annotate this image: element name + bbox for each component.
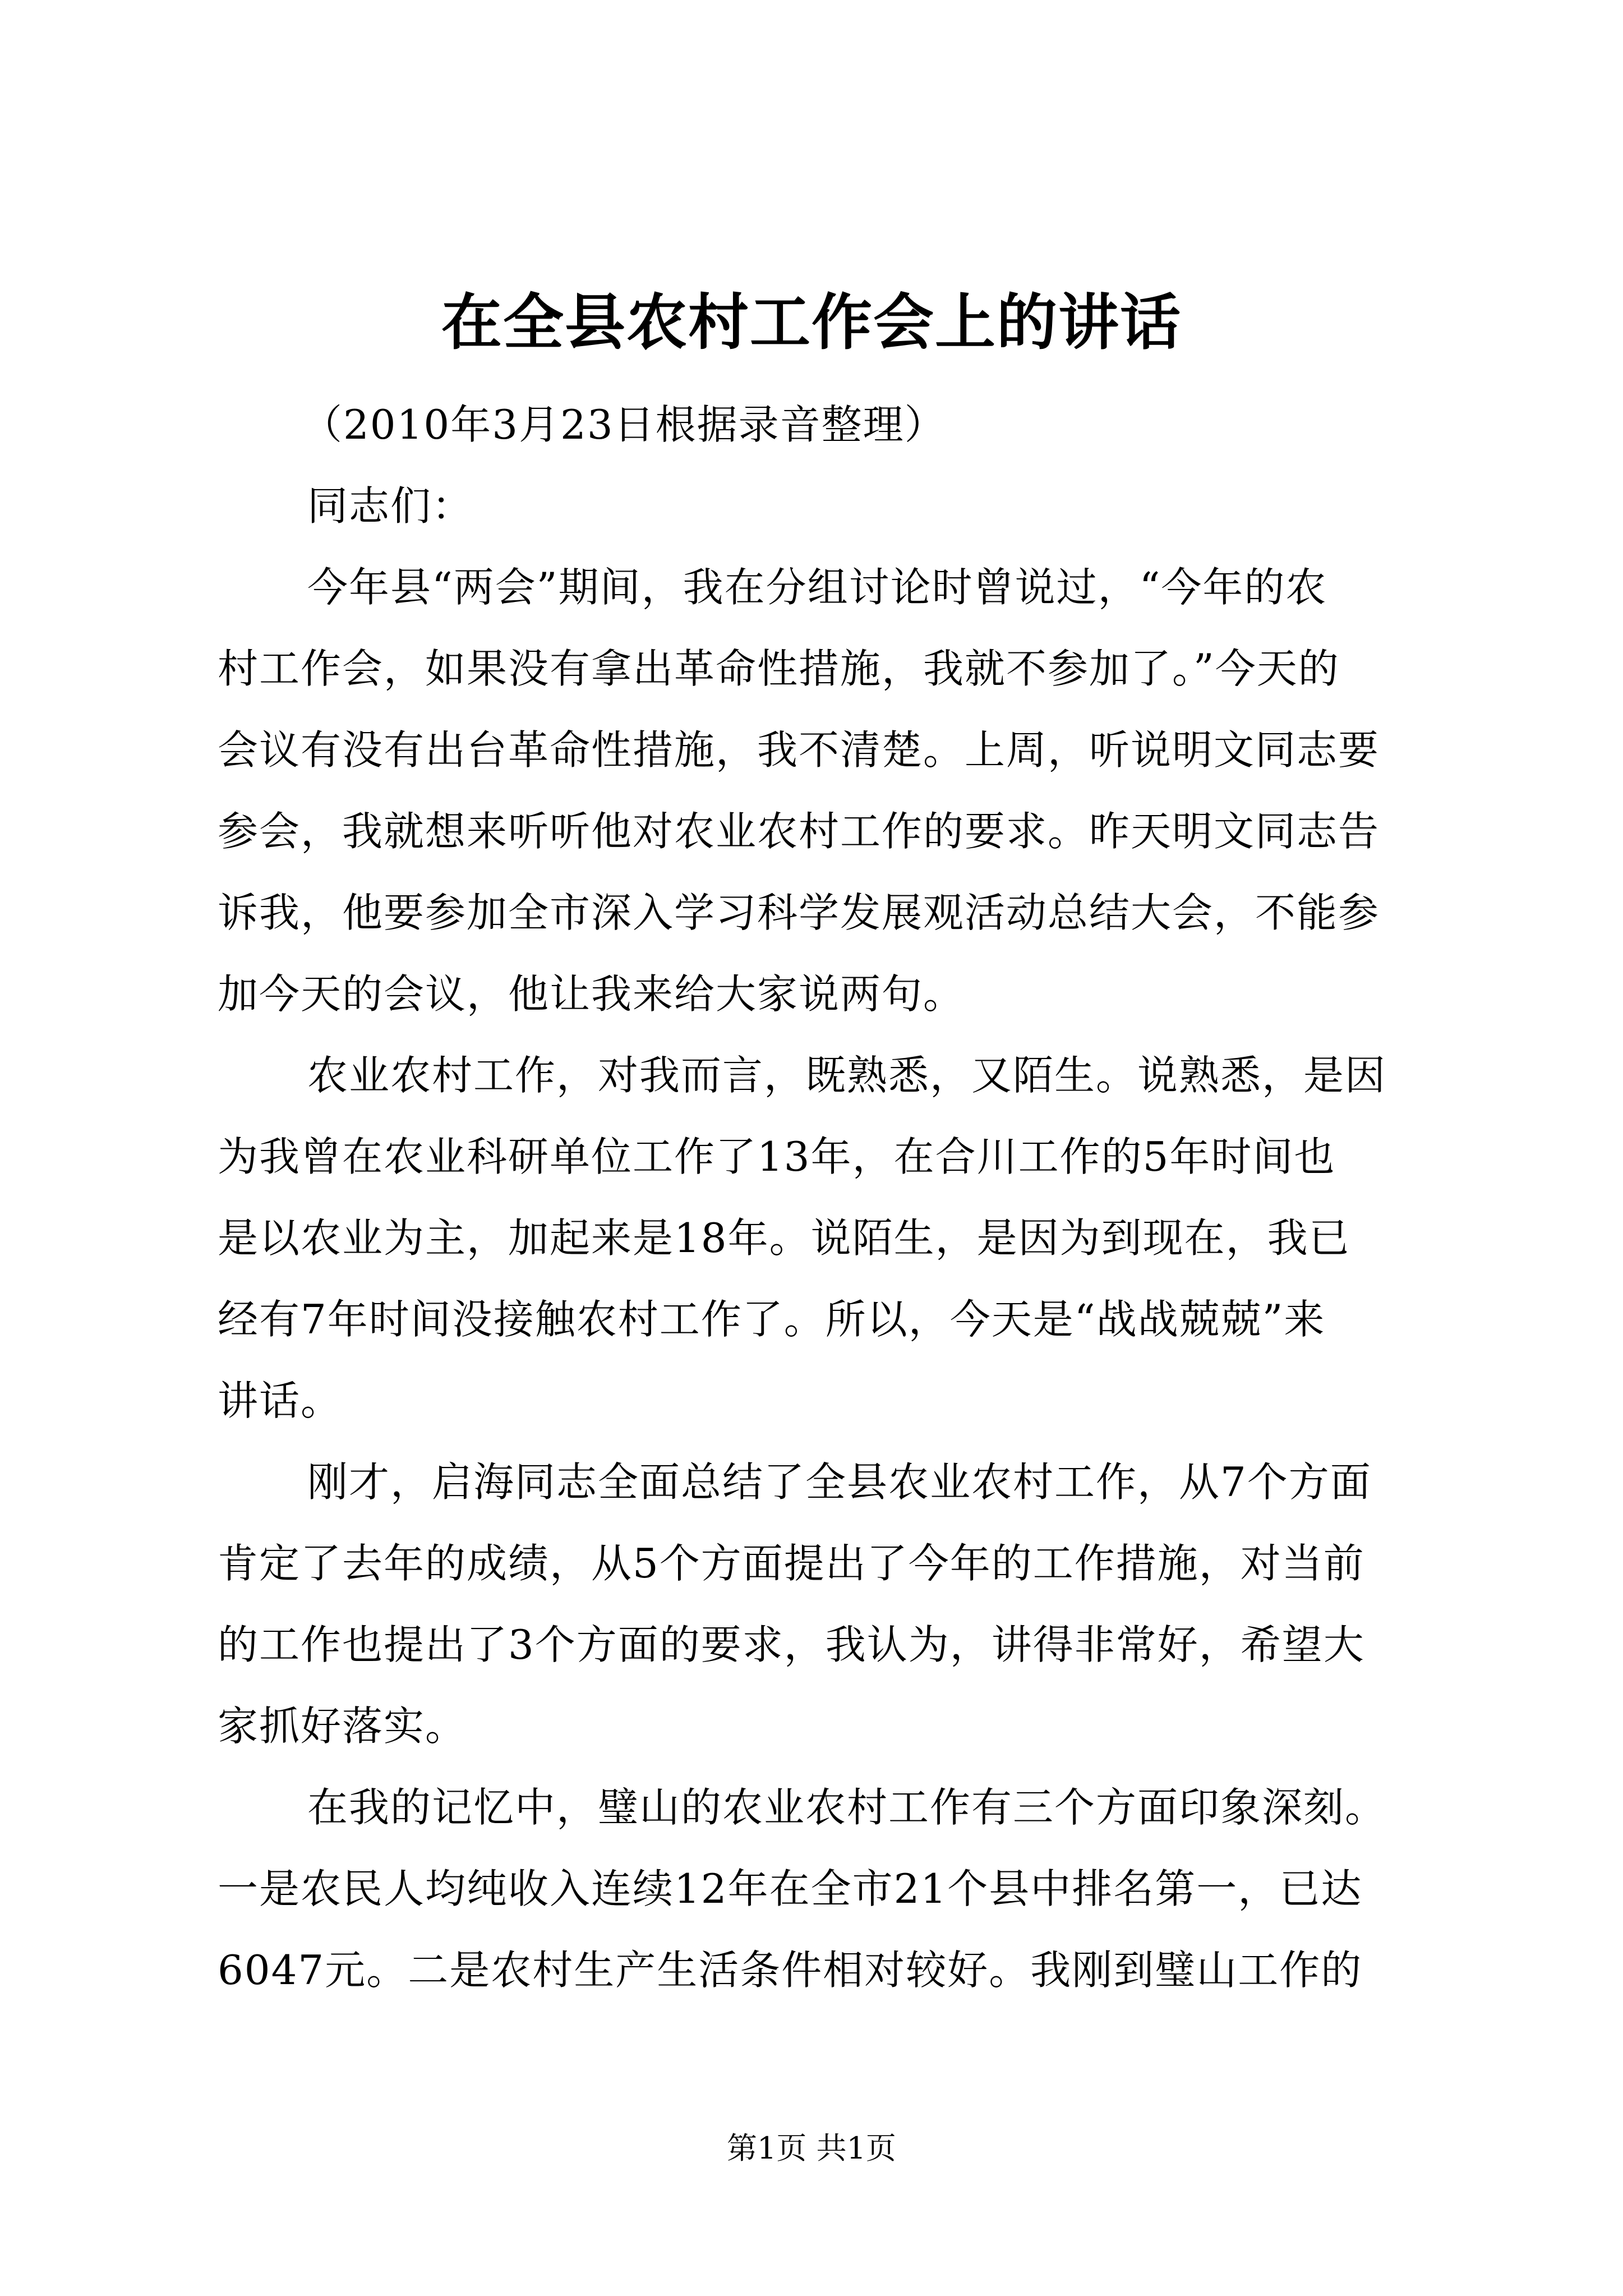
text-line: 参会，我就想来听听他对农业农村工作的要求。昨天明文同志告 [218, 808, 1380, 855]
document-body [218, 384, 1440, 2011]
text-line: 加今天的会议，他让我来给大家说两句。 [218, 970, 965, 1018]
text-line: 为我曾在农业科研单位工作了13年，在合川工作的5年时间也 [218, 1133, 1336, 1180]
text-line: 一是农民人均纯收入连续12年在全市21个县中排名第一，已达 [218, 1865, 1363, 1912]
text-line: 的工作也提出了3个方面的要求，我认为，讲得非常好，希望大 [218, 1621, 1365, 1668]
text-line: 村工作会，如果没有拿出革命性措施，我就不参加了。”今天的 [218, 645, 1340, 692]
text-line: 6047元。二是农村生产生活条件相对较好。我刚到璧山工作的 [218, 1947, 1363, 1994]
text-line: 会议有没有出台革命性措施，我不清楚。上周，听说明文同志要 [218, 726, 1380, 774]
text-line: 家抓好落实。 [218, 1703, 467, 1750]
text-line: 讲话。 [218, 1377, 343, 1424]
text-line: 刚才，启海同志全面总结了全县农业农村工作，从7个方面 [307, 1458, 1372, 1506]
text-line: 肯定了去年的成绩，从5个方面提出了今年的工作措施，对当前 [218, 1540, 1365, 1587]
text-line: 今年县“两会”期间，我在分组讨论时曾说过，“今年的农 [307, 564, 1327, 611]
text-line: 在我的记忆中，璧山的农业农村工作有三个方面印象深刻。 [307, 1784, 1387, 1831]
document-subtitle: （2010年3月23日根据录音整理） [302, 401, 946, 448]
greeting: 同志们： [307, 482, 474, 530]
paragraph-lines [218, 547, 1440, 2011]
text-line: 是以农业为主，加起来是18年。说陌生，是因为到现在，我已 [218, 1214, 1350, 1262]
page-footer: 第1页 共1页 [727, 2131, 896, 2166]
text-line: 经有7年时间没接触农村工作了。所以，今天是“战战兢兢”来 [218, 1296, 1326, 1343]
text-line: 诉我，他要参加全市深入学习科学发展观活动总结大会，不能参 [218, 889, 1380, 936]
document-title: 在全县农村工作会上的讲话 [441, 287, 1182, 358]
text-line: 农业农村工作，对我而言，既熟悉，又陌生。说熟悉，是因 [307, 1052, 1387, 1099]
